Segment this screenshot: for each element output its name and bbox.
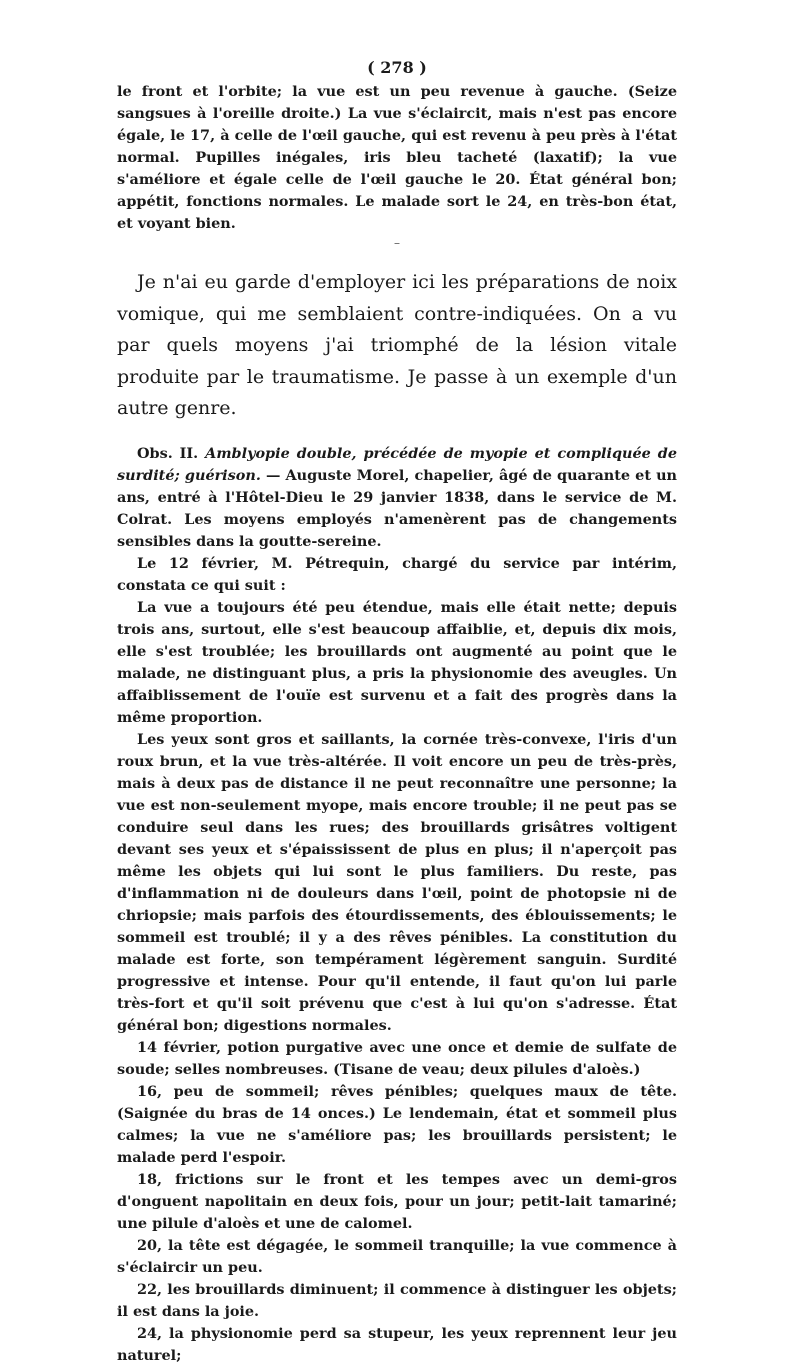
paragraph-continuation: le front et l'orbite; la vue est un peu revenue à gauche. (Seize sangsues à l'oreille droite.) La vue s'éclaircit, mais n'est pas encore égale, le 17, à celle de l'œil gauche, qui est revenu à peu près à l'état normal. Pupilles inégales, iris bleu tacheté (laxatif); la vue s'améliore et égale celle de l'œil gauche le 20. État général bon; appétit, fonctions normales. Le malade sort le 24, en très-bon état, et voyant bien. <box>117 83 677 232</box>
paragraph: 16, peu de sommeil; rêves pénibles; quelques maux de tête. (Saignée du bras de 14 onces.) Le lendemain, état et sommeil plus calmes; la vue ne s'améliore pas; les brouillards persistent; le malade perd l'espoir. <box>117 1082 677 1166</box>
observation-subtitle: guérison. <box>184 466 261 484</box>
paragraph: 22, les brouillards diminuent; il commence à distinguer les objets; il est dans la joie. <box>117 1280 677 1320</box>
paragraph: 20, la tête est dégagée, le sommeil tranquille; la vue commence à s'éclaircir un peu. <box>117 1236 677 1276</box>
observation-separator: — <box>265 466 281 484</box>
dash-mark: – <box>394 236 400 250</box>
observation-intro: Auguste Morel, chapelier, âgé de quarante et un ans, entré à l'Hôtel-Dieu le 29 janvier 1838, dans le service de M. Colrat. Les moyens employés n'amenèrent pas de changements sensibles dans la goutte-sereine. <box>117 466 678 550</box>
paragraph: Le 12 février, M. Pétrequin, chargé du service par intérim, constata ce qui suit : <box>117 554 677 594</box>
paragraph: 14 février, potion purgative avec une once et demie de sulfate de soude; selles nombreuses. (Tisane de veau; deux pilules d'aloès.) <box>117 1038 677 1078</box>
observation-label: Obs. II. <box>137 444 199 462</box>
page-number: ( 278 ) <box>367 58 427 77</box>
observation-heading <box>117 443 677 553</box>
paragraph: Les yeux sont gros et saillants, la cornée très-convexe, l'iris d'un roux brun, et la vue très-altérée. Il voit encore un peu de très-près, mais à deux pas de distance il ne peut reconnaître une personne; la vue est non-seulement myope, mais encore trouble; il ne peut pas se conduire seul dans les rues; des brouillards grisâtres voltigent devant ses yeux et s'épaississent de plus en plus; il n'aperçoit pas même les objets qui lui sont le plus familiers. Du reste, pas d'inflammation ni de douleurs dans l'œil, point de photopsie ni de chriopsie; mais parfois des étourdissements, des éblouissements; le sommeil est troublé; il y a des rêves pénibles. La constitution du malade est forte, son tempérament légèrement sanguin. Surdité progressive et intense. Pour qu'il entende, il faut qu'on lui parle très-fort et qu'il soit prévenu que c'est à lui qu'on s'adresse. État général bon; digestions normales. <box>117 730 677 1034</box>
paragraph: 18, frictions sur le front et les tempes avec un demi-gros d'onguent napolitain en deux fois, pour un jour; petit-lait tamariné; une pilule d'aloès et une de calomel. <box>117 1170 677 1232</box>
paragraph: La vue a toujours été peu étendue, mais elle était nette; depuis trois ans, surtout, elle s'est beaucoup affaiblie, et, depuis dix mois, elle s'est troublée; les brouillards ont augmenté au point que le malade, ne distinguant plus, a pris la physionomie des aveugles. Un affaiblissement de l'ouïe est survenu et a fait des progrès dans la même proportion. <box>117 598 677 726</box>
observation-title: Amblyopie double, précédée de myopie et compliquée de surdité; <box>117 444 678 484</box>
document-page <box>117 58 677 1367</box>
paragraph: 24, la physionomie perd sa stupeur, les yeux reprennent leur jeu naturel; <box>117 1324 677 1364</box>
paragraph-large-commentary: Je n'ai eu garde d'employer ici les préparations de noix vomique, qui me semblaient contre-indiquées. On a vu par quels moyens j'ai triomphé de la lésion vitale produite par le traumatisme. Je passe à un exemple d'un autre genre. <box>117 271 677 419</box>
